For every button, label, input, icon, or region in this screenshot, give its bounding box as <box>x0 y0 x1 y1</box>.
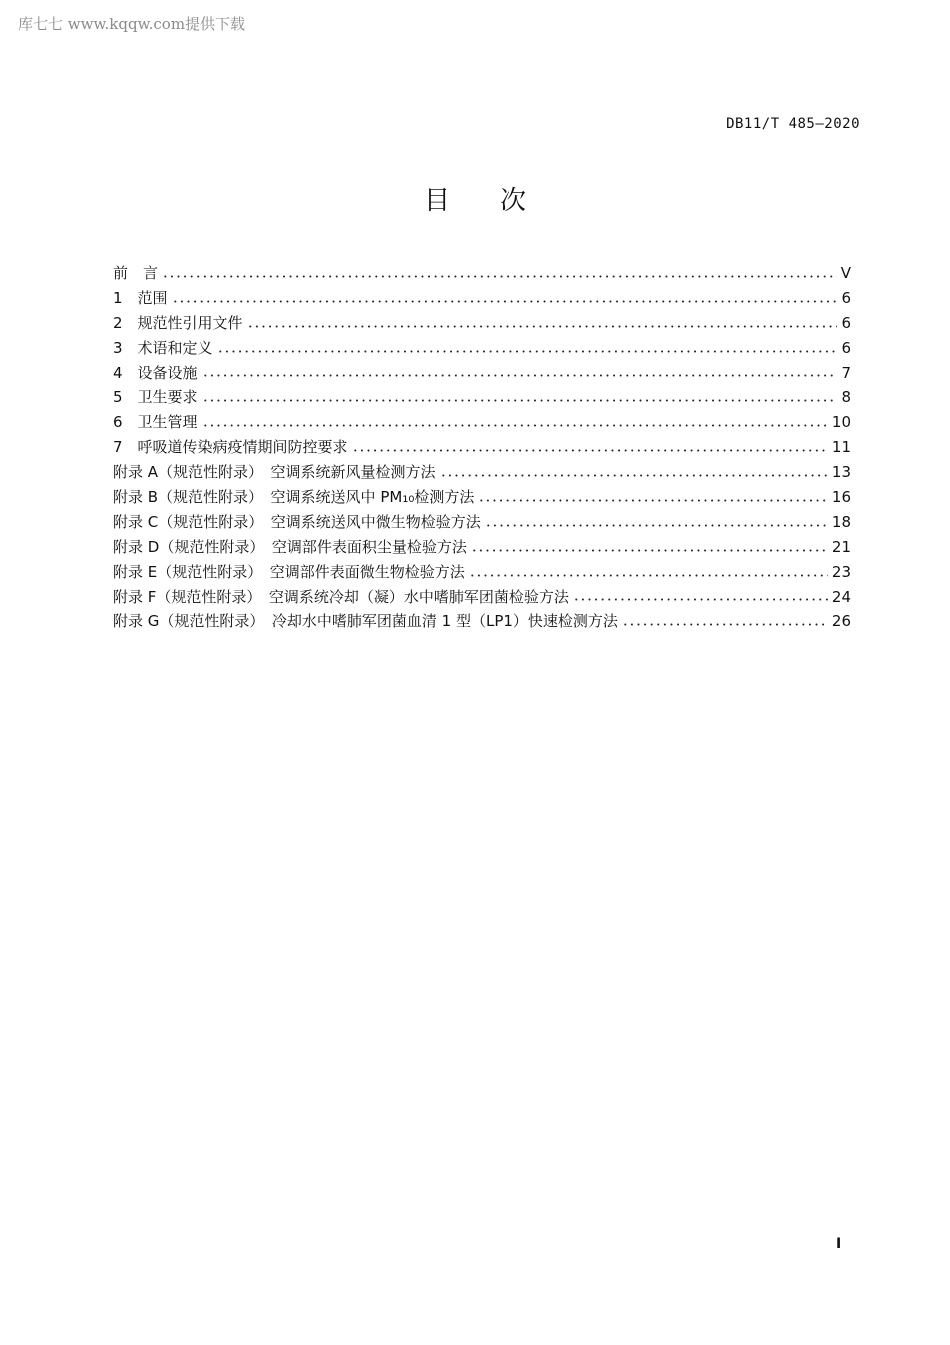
toc-entry-label: 附录 B（规范性附录） 空调系统送风中 PM₁₀检测方法 <box>113 488 475 507</box>
toc-leader-dots <box>440 474 828 477</box>
toc-entry[interactable] <box>113 511 851 536</box>
toc-entry-page: 26 <box>831 612 851 631</box>
toc-entry[interactable] <box>113 461 851 486</box>
page-title: 目次 <box>423 186 576 216</box>
toc-entry-page: 7 <box>841 363 851 382</box>
toc-entry-page: V <box>840 264 851 282</box>
toc-entry[interactable] <box>113 586 851 611</box>
toc-leader-dots <box>573 598 828 601</box>
toc-leader-dots <box>217 350 838 353</box>
toc-entry-label: 附录 E（规范性附录） 空调部件表面微生物检验方法 <box>113 562 465 581</box>
toc-entry-label: 附录 D（规范性附录） 空调部件表面积尘量检验方法 <box>113 537 467 556</box>
toc-entry-label: 7 呼吸道传染病疫情期间防控要求 <box>113 438 348 457</box>
toc-leader-dots <box>202 374 838 377</box>
toc-entry-page: 8 <box>841 388 851 407</box>
toc-entry[interactable] <box>113 312 851 337</box>
toc-entry-page: 13 <box>831 463 851 482</box>
toc-leader-dots <box>247 325 838 328</box>
toc-entry[interactable] <box>113 411 851 436</box>
toc-entry-page: 18 <box>831 512 851 531</box>
toc-leader-dots <box>469 574 828 577</box>
toc-entry-label: 附录 F（规范性附录） 空调系统冷却（凝）水中嗜肺军团菌检验方法 <box>113 587 569 606</box>
toc-leader-dots <box>471 549 828 552</box>
toc-entry[interactable] <box>113 362 851 387</box>
page-number: I <box>836 1236 842 1252</box>
toc-entry-label: 2 规范性引用文件 <box>113 313 243 332</box>
toc-entry-label: 6 卫生管理 <box>113 413 198 432</box>
toc-leader-dots <box>485 524 828 527</box>
toc-entry-page: 21 <box>831 537 851 556</box>
toc-leader-dots <box>162 275 837 278</box>
toc-entry[interactable] <box>113 536 851 561</box>
toc-entry[interactable] <box>113 262 851 287</box>
toc-entry-page: 6 <box>841 313 851 332</box>
toc-entry[interactable] <box>113 337 851 362</box>
toc-entry-page: 10 <box>831 413 851 432</box>
table-of-contents <box>113 262 851 635</box>
toc-leader-dots <box>202 399 838 402</box>
toc-leader-dots <box>172 300 838 303</box>
toc-entry-label: 1 范围 <box>113 288 168 307</box>
toc-entry-label: 3 术语和定义 <box>113 338 213 357</box>
document-number: DB11/T 485—2020 <box>726 116 860 132</box>
toc-entry[interactable] <box>113 561 851 586</box>
toc-leader-dots <box>622 623 828 626</box>
toc-entry-label: 前 言 <box>113 264 159 282</box>
toc-entry-page: 6 <box>841 338 851 357</box>
toc-entry-label: 附录 G（规范性附录） 冷却水中嗜肺军团菌血清 1 型（LP1）快速检测方法 <box>113 612 618 631</box>
toc-entry[interactable] <box>113 486 851 511</box>
toc-entry-label: 4 设备设施 <box>113 363 198 382</box>
toc-entry[interactable] <box>113 610 851 635</box>
toc-entry[interactable] <box>113 287 851 312</box>
toc-leader-dots <box>478 499 828 502</box>
watermark: 库七七 www.kqqw.com提供下载 <box>18 15 246 33</box>
toc-entry[interactable] <box>113 436 851 461</box>
toc-entry-page: 11 <box>831 438 851 457</box>
toc-entry[interactable] <box>113 386 851 411</box>
toc-entry-label: 附录 C（规范性附录） 空调系统送风中微生物检验方法 <box>113 512 481 531</box>
toc-leader-dots <box>352 449 828 452</box>
toc-entry-page: 16 <box>831 488 851 507</box>
toc-entry-page: 24 <box>831 587 851 606</box>
toc-entry-label: 附录 A（规范性附录） 空调系统新风量检测方法 <box>113 463 436 482</box>
toc-leader-dots <box>202 424 828 427</box>
toc-entry-label: 5 卫生要求 <box>113 388 198 407</box>
toc-entry-page: 6 <box>841 288 851 307</box>
toc-entry-page: 23 <box>831 562 851 581</box>
